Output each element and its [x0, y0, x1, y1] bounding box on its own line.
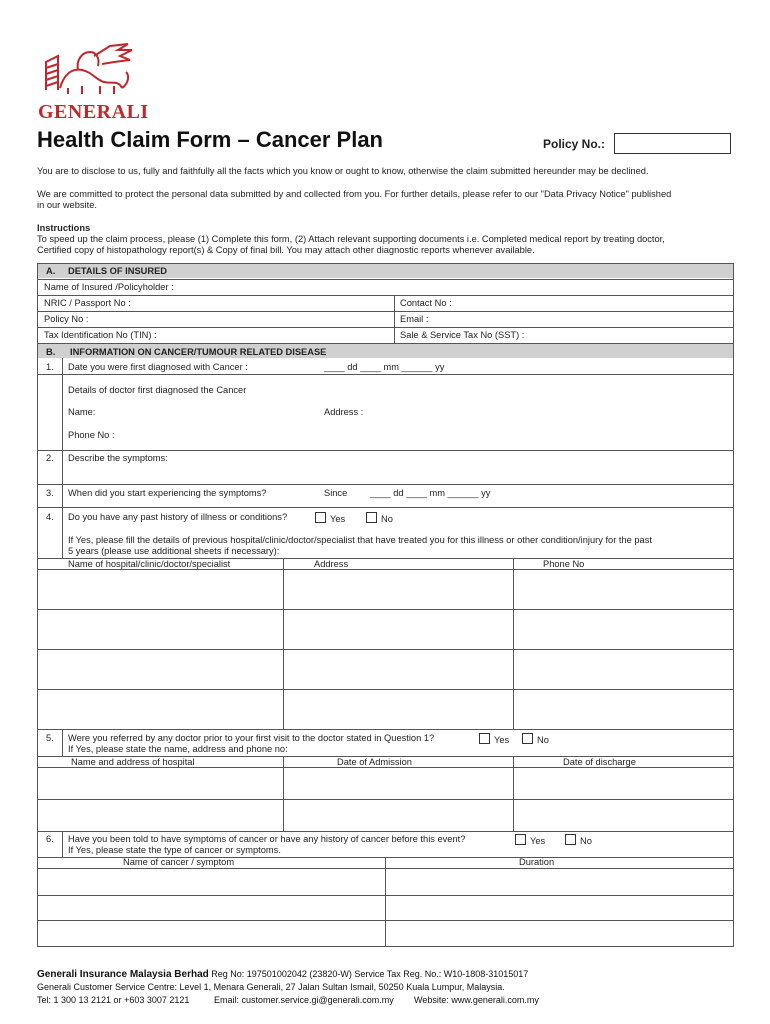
- q5-col-hospital: Name and address of hospital: [71, 757, 195, 767]
- generali-logo: [38, 42, 149, 124]
- instructions-line1: To speed up the claim process, please (1) Complete this form, (2) Attach relevant supporting documents i.e. Completed medical report by treating doctor,: [37, 234, 665, 244]
- doctor-name-field[interactable]: Name:: [68, 407, 96, 417]
- section-b-letter: B.: [46, 347, 56, 357]
- footer-company-line: [37, 969, 528, 980]
- q4-col-phone: Phone No: [543, 559, 585, 569]
- doctor-phone-field[interactable]: Phone No :: [68, 430, 115, 440]
- q6-yes-checkbox[interactable]: [515, 834, 526, 845]
- section-a-letter: A.: [46, 266, 56, 276]
- footer-address: Generali Customer Service Centre: Level 1, Menara Generali, 27 Jalan Sultan Ismail, 50250 Kuala Lumpur, Malaysia.: [37, 982, 505, 992]
- q4-yes-checkbox[interactable]: [315, 512, 326, 523]
- q4-no-checkbox[interactable]: [366, 512, 377, 523]
- q4-no-option[interactable]: [366, 512, 393, 524]
- insured-name-field[interactable]: Name of Insured /Policyholder :: [44, 282, 174, 292]
- q4-col-address: Address: [314, 559, 349, 569]
- doctor-address-field[interactable]: Address :: [324, 407, 364, 417]
- q5-note: If Yes, please state the name, address and phone no:: [68, 744, 288, 754]
- q5-col-discharge: Date of discharge: [563, 757, 636, 767]
- q4-label: Do you have any past history of illness or conditions?: [68, 512, 288, 522]
- q5-no-checkbox[interactable]: [522, 733, 533, 744]
- footer-tel: Tel: 1 300 13 2121 or +603 3007 2121: [37, 995, 190, 1005]
- section-b-title: INFORMATION ON CANCER/TUMOUR RELATED DISEASE: [70, 347, 327, 357]
- email-field[interactable]: Email :: [400, 314, 429, 324]
- claim-form: [37, 263, 734, 947]
- q6-number: 6.: [46, 834, 54, 844]
- footer-reg: Reg No: 197501002042 (23820-W) Service Tax Reg. No.: W10-1808-31015017: [211, 969, 529, 979]
- q3-label: When did you start experiencing the symptoms?: [68, 488, 267, 498]
- winged-lion-icon: [38, 42, 138, 96]
- q5-yes-checkbox[interactable]: [479, 733, 490, 744]
- q1-number: 1.: [46, 362, 54, 372]
- q6-yes-option[interactable]: [515, 834, 545, 846]
- policy-no-field[interactable]: [614, 133, 731, 154]
- q4-note-line2: 5 years (please use additional sheets if necessary):: [68, 546, 280, 556]
- disclosure-text: You are to disclose to us, fully and faithfully all the facts which you know or ought to know, otherwise the claim submitted hereunder may be declined.: [37, 166, 649, 176]
- contact-field[interactable]: Contact No :: [400, 298, 452, 308]
- q1-label: Date you were first diagnosed with Cancer :: [68, 362, 248, 372]
- q5-label: Were you referred by any doctor prior to your first visit to the doctor stated in Question 1?: [68, 733, 435, 743]
- instructions-heading: Instructions: [37, 223, 91, 233]
- q5-number: 5.: [46, 733, 54, 743]
- tin-field[interactable]: Tax Identification No (TIN) :: [44, 330, 157, 340]
- privacy-text-line2: in our website.: [37, 200, 97, 210]
- q5-no-option[interactable]: [522, 733, 549, 745]
- q4-no-label: No: [381, 514, 393, 524]
- q6-no-checkbox[interactable]: [565, 834, 576, 845]
- q4-yes-label: Yes: [330, 514, 346, 524]
- q3-number: 3.: [46, 488, 54, 498]
- brand-name: GENERALI: [38, 101, 149, 123]
- q2-number: 2.: [46, 453, 54, 463]
- q6-no-option[interactable]: [565, 834, 592, 846]
- q1-date-field[interactable]: ____ dd ____ mm ______ yy: [324, 362, 445, 372]
- footer-website[interactable]: Website: www.generali.com.my: [414, 995, 539, 1005]
- q3-date-field[interactable]: ____ dd ____ mm ______ yy: [370, 488, 491, 498]
- q6-no-label: No: [580, 836, 592, 846]
- q6-label: Have you been told to have symptoms of cancer or have any history of cancer before this event?: [68, 834, 466, 844]
- q4-yes-option[interactable]: [315, 512, 345, 524]
- doctor-details-label: Details of doctor first diagnosed the Cancer: [68, 385, 247, 395]
- sst-field[interactable]: Sale & Service Tax No (SST) :: [400, 330, 525, 340]
- policy-no-label: Policy No.:: [543, 137, 606, 151]
- q5-yes-option[interactable]: [479, 733, 509, 745]
- nric-field[interactable]: NRIC / Passport No :: [44, 298, 131, 308]
- footer-company: Generali Insurance Malaysia Berhad: [37, 969, 209, 980]
- instructions-line2: Certified copy of histopathology report(s) & Copy of final bill. You may attach other diagnostic reports whenever available.: [37, 245, 535, 255]
- q6-note: If Yes, please state the type of cancer or symptoms.: [68, 845, 281, 855]
- q6-col-cancer: Name of cancer / symptom: [123, 857, 235, 867]
- page-title: Health Claim Form – Cancer Plan: [37, 127, 383, 152]
- q6-yes-label: Yes: [530, 836, 546, 846]
- q5-col-admission: Date of Admission: [337, 757, 412, 767]
- policy-no-row-field[interactable]: Policy No :: [44, 314, 89, 324]
- q4-col-name: Name of hospital/clinic/doctor/specialist: [68, 559, 231, 569]
- privacy-text-line1: We are committed to protect the personal data submitted by and collected from you. For further details, please refer to our "Data Privacy Notice" published: [37, 189, 672, 199]
- q5-yes-label: Yes: [494, 735, 510, 745]
- q4-note-line1: If Yes, please fill the details of previous hospital/clinic/doctor/specialist that have treated you for this illness or other condition/injury for the past: [68, 535, 652, 545]
- footer-email[interactable]: Email: customer.service.gi@generali.com.my: [214, 995, 394, 1005]
- q6-col-duration: Duration: [519, 857, 555, 867]
- q3-since-label: Since: [324, 488, 348, 498]
- q4-number: 4.: [46, 512, 54, 522]
- q5-no-label: No: [537, 735, 549, 745]
- q2-label[interactable]: Describe the symptoms:: [68, 453, 168, 463]
- section-a-title: DETAILS OF INSURED: [68, 266, 167, 276]
